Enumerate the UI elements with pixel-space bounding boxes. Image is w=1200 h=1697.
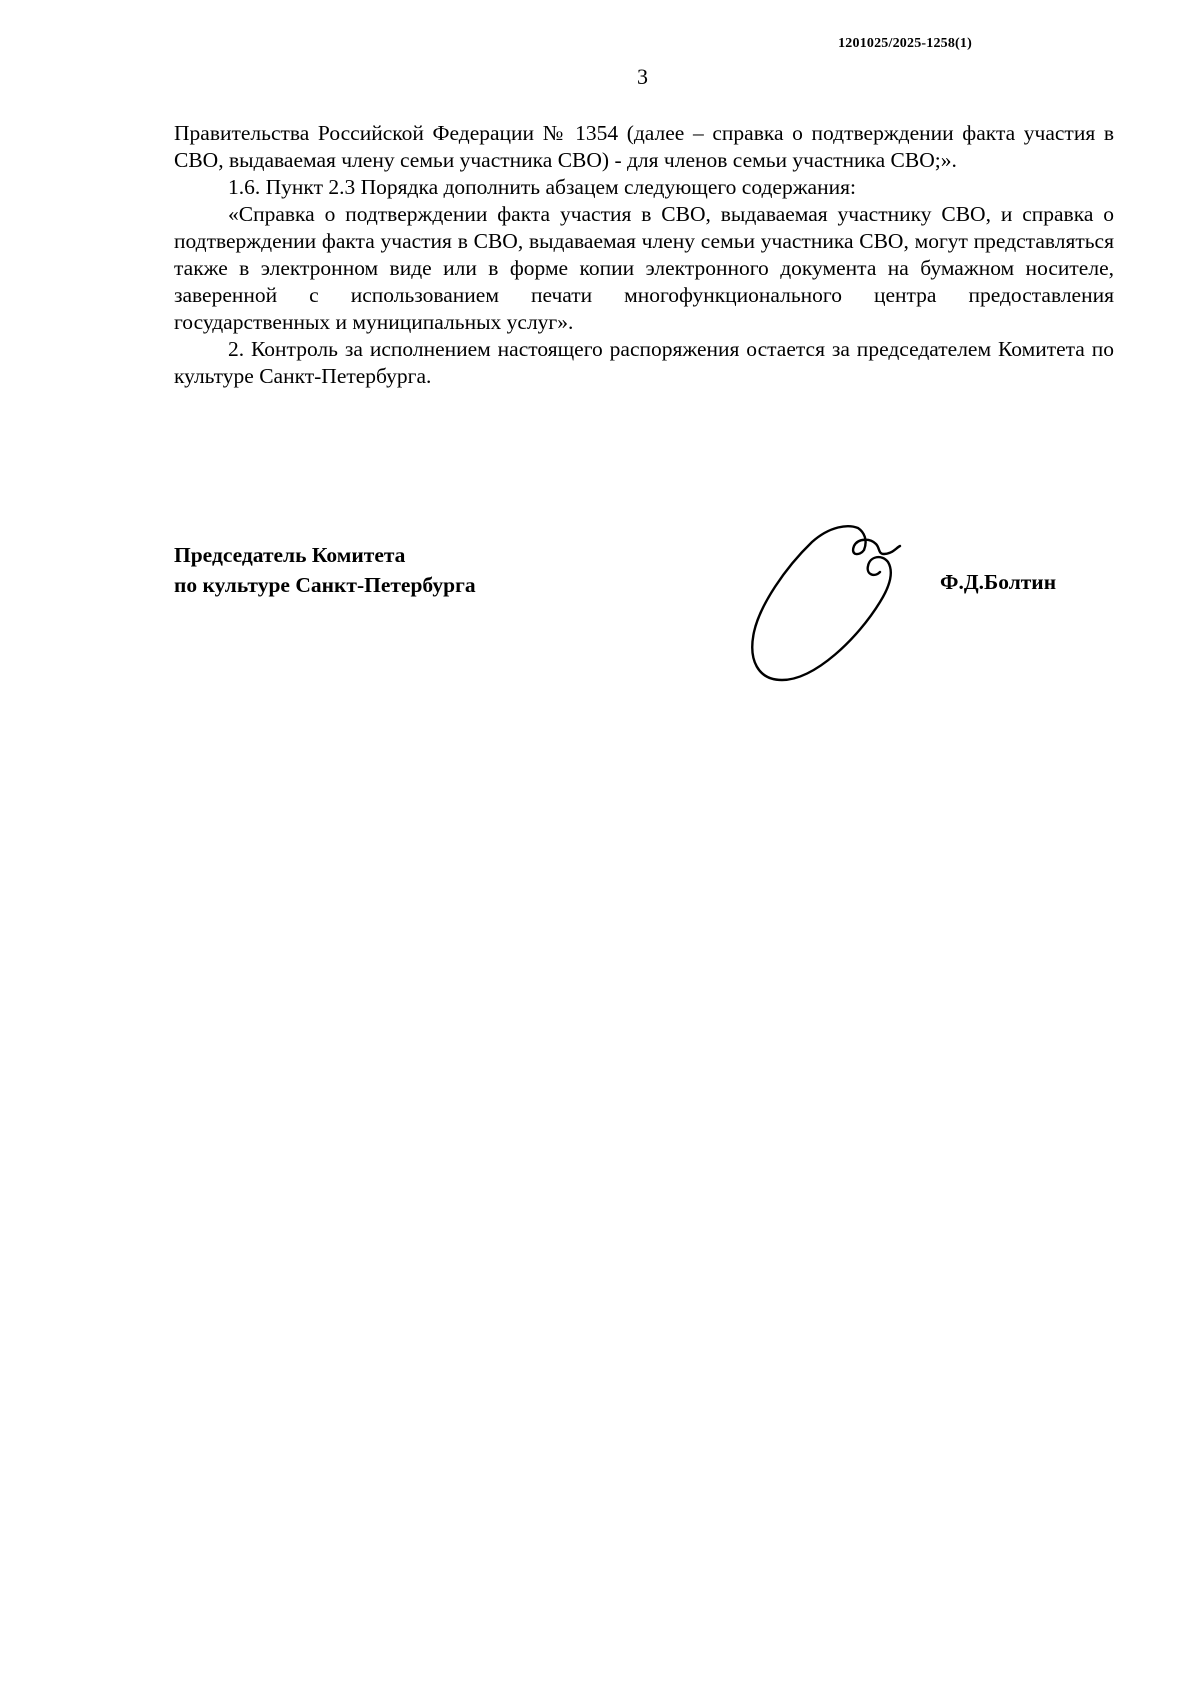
page-number: 3 (637, 64, 648, 89)
paragraph-item-2: 2. Контроль за исполнением настоящего распоряжения остается за председателем Комитета по культуре Санкт-Петербурга. (174, 337, 1114, 388)
signatory-position (174, 540, 476, 600)
handwritten-signature (740, 520, 940, 700)
signatory-name: Ф.Д.Болтин (940, 570, 1057, 594)
paragraph-quoted-text: «Справка о подтверждении факта участия в СВО, выдаваемая участнику СВО, и справка о подтверждении факта участия в СВО, выдаваемая члену семьи участника СВО, могут представляться также в электронном виде или в форме копии электронного документа на бумажном носителе, заверенной с использованием печати многофункционального центра предоставления государственных и муниципальных услуг». (174, 202, 1114, 334)
document-body (174, 120, 1114, 390)
paragraph-continuation: Правительства Российской Федерации № 1354 (далее – справка о подтверждении факта участия в СВО, выдаваемая члену семьи участника СВО) - для членов семьи участника СВО;». (174, 121, 1114, 172)
signatory-position-line-2: по культуре Санкт-Петербурга (174, 573, 476, 597)
paragraph-item-1-6: 1.6. Пункт 2.3 Порядка дополнить абзацем следующего содержания: (228, 175, 856, 199)
signatory-position-line-1: Председатель Комитета (174, 543, 406, 567)
document-registration-number: 1201025/2025-1258(1) (838, 36, 972, 51)
